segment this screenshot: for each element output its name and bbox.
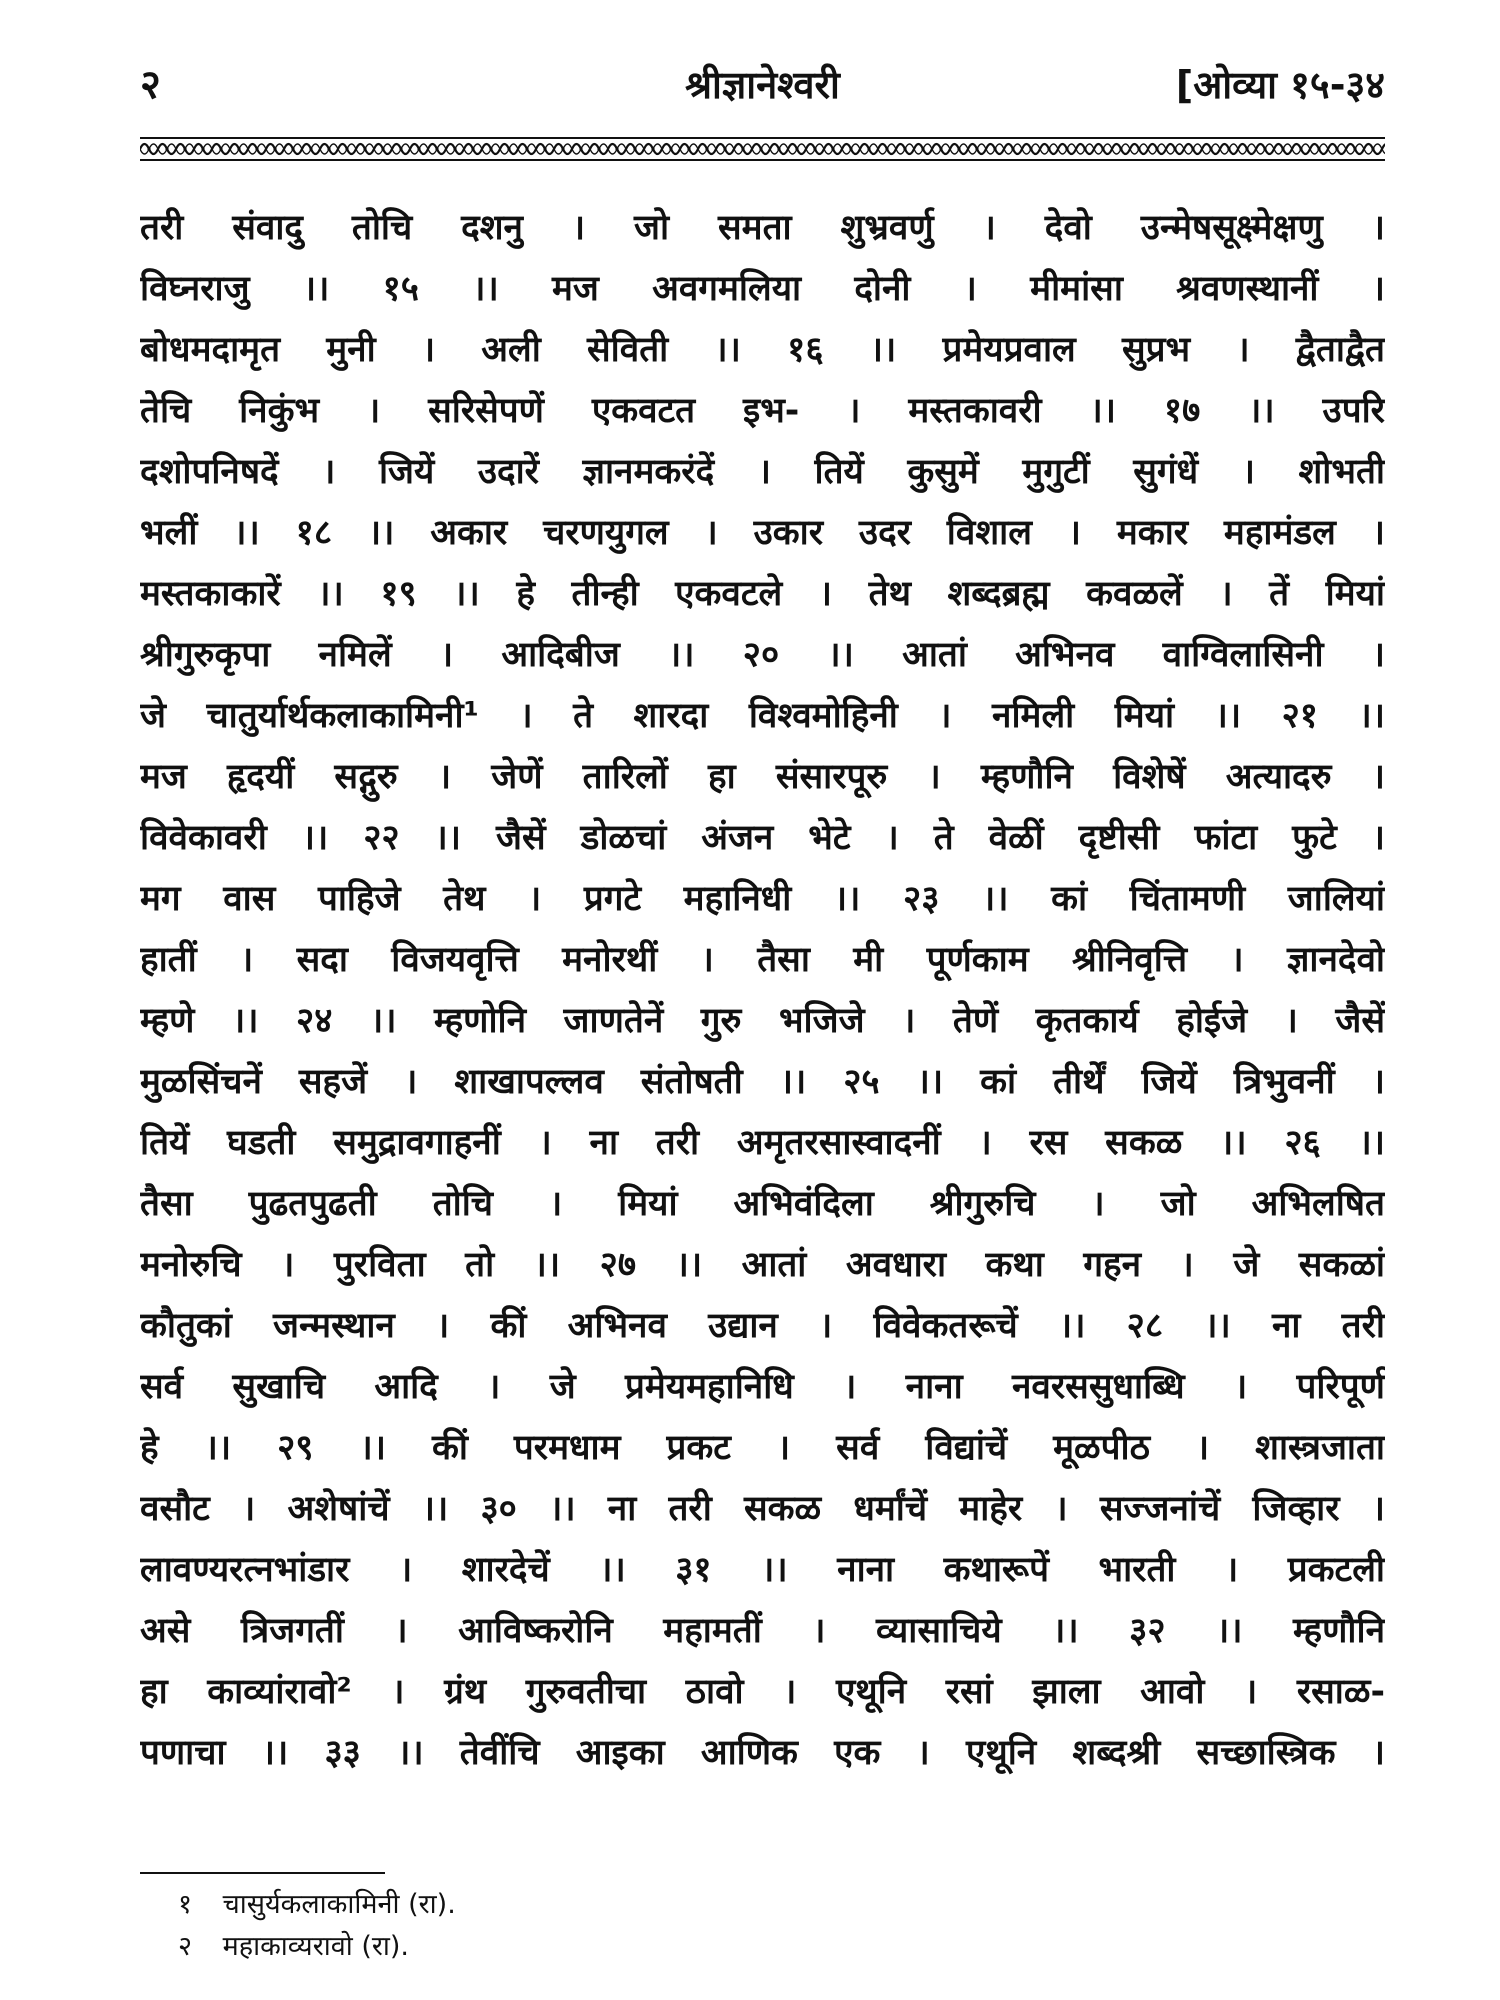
text-line: भलीं ।। १८ ।। अकार चरणयुगल । उकार उदर विशाल । मकार महामंडल । (140, 513, 1385, 553)
text-line: बोधमदामृत मुनी । अली सेविती ।। १६ ।। प्रमेयप्रवाल सुप्रभ । द्वैताद्वैत (140, 330, 1385, 370)
text-line: मुळसिंचनें सहजें । शाखापल्लव संतोषती ।। २५ ।। कां तीर्थें जियें त्रिभुवनीं । (140, 1062, 1385, 1102)
text-line: कौतुकां जन्मस्थान । कीं अभिनव उद्यान । विवेकतरूचें ।। २८ ।। ना तरी (140, 1306, 1385, 1346)
text-line: मनोरुचि । पुरविता तो ।। २७ ।। आतां अवधारा कथा गहन । जे सकळां (140, 1245, 1385, 1285)
text-line: वसौट । अशेषांचें ।। ३० ।। ना तरी सकळ धर्मांचें माहेर । सज्जनांचें जिव्हार । (140, 1489, 1385, 1529)
text-line: हा काव्यांरावो² । ग्रंथ गुरुवतीचा ठावो । एथूनि रसां झाला आवो । रसाळ- (140, 1672, 1385, 1712)
text-line: लावण्यरत्नभांडार । शारदेचें ।। ३१ ।। नाना कथारूपें भारती । प्रकटली (140, 1550, 1385, 1590)
page-number: २ (140, 62, 161, 108)
footnote-text: चासुर्यकलाकामिनी (रा). (222, 1889, 456, 1920)
text-line: हातीं । सदा विजयवृत्ति मनोरथीं । तैसा मी पूर्णकाम श्रीनिवृत्ति । ज्ञानदेवो (140, 940, 1385, 980)
page-header (140, 55, 1385, 115)
footnote-text: महाकाव्यरावो (रा). (222, 1931, 410, 1962)
text-line: मग वास पाहिजे तेथ । प्रगटे महानिधी ।। २३ ।। कां चिंतामणी जालियां (140, 879, 1385, 919)
text-line: पणाचा ।। ३३ ।। तेवींचि आइका आणिक एक । एथूनि शब्दश्री सच्छास्त्रिक । (140, 1733, 1385, 1773)
footnotes (178, 1884, 1078, 1968)
text-line: सर्व सुखाचि आदि । जे प्रमेयमहानिधि । नाना नवरससुधाब्धि । परिपूर्ण (140, 1367, 1385, 1407)
text-line: म्हणे ।। २४ ।। म्हणोनि जाणतेनें गुरु भजिजे । तेणें कृतकार्य होईजे । जैसें (140, 1001, 1385, 1041)
footnote-number: १ (178, 1889, 193, 1920)
text-line: मस्तकाकारें ।। १९ ।। हे तीन्ही एकवटले । तेथ शब्दब्रह्म कवळलें । तें मियां (140, 574, 1385, 614)
text-line: तैसा पुढतपुढती तोचि । मियां अभिवंदिला श्रीगुरुचि । जो अभिलषित (140, 1184, 1385, 1224)
text-line: तेचि निकुंभ । सरिसेपणें एकवटत इभ- । मस्तकावरी ।। १७ ।। उपरि (140, 391, 1385, 431)
text-line: हे ।। २९ ।। कीं परमधाम प्रकट । सर्व विद्यांचें मूळपीठ । शास्त्रजाता (140, 1428, 1385, 1468)
text-line: विवेकावरी ।। २२ ।। जैसें डोळचां अंजन भेटे । ते वेळीं दृष्टीसी फांटा फुटे । (140, 818, 1385, 858)
text-line: मज हृदयीं सद्गुरु । जेणें तारिलों हा संसारपूरु । म्हणौनि विशेषें अत्यादरु । (140, 757, 1385, 797)
text-line: विघ्नराजु ।। १५ ।। मज अवगमलिया दोनी । मीमांसा श्रवणस्थानीं । (140, 269, 1385, 309)
text-line: तियें घडती समुद्रावगाहनीं । ना तरी अमृतरसास्वादनीं । रस सकळ ।। २६ ।। (140, 1123, 1385, 1163)
footnote-item (178, 1884, 1078, 1926)
running-title: श्रीज्ञानेश्वरी (685, 63, 840, 107)
footnote-divider (140, 1872, 385, 1874)
footnote-number: २ (178, 1931, 193, 1962)
footnote-item (178, 1926, 1078, 1968)
text-line: तरी संवादु तोचि दशनु । जो समता शुभ्रवर्णु । देवो उन्मेषसूक्ष्मेक्षणु । (140, 208, 1385, 248)
text-line: असे त्रिजगतीं । आविष्करोनि महामतीं । व्यासाचिये ।। ३२ ।। म्हणौनि (140, 1611, 1385, 1651)
text-line: दशोपनिषदें । जियें उदारें ज्ञानमकरंदें । तियें कुसुमें मुगुटीं सुगंधें । शोभती (140, 452, 1385, 492)
ornamental-divider (140, 136, 1385, 162)
text-line: श्रीगुरुकृपा नमिलें । आदिबीज ।। २० ।। आतां अभिनव वाग्विलासिनी । (140, 635, 1385, 675)
verse-body (140, 198, 1385, 1784)
text-line: जे चातुर्यार्थकलाकामिनी¹ । ते शारदा विश्वमोहिनी । नमिली मियां ।। २१ ।। (140, 696, 1385, 736)
verse-range: [ओव्या १५-३४ (1175, 63, 1385, 107)
